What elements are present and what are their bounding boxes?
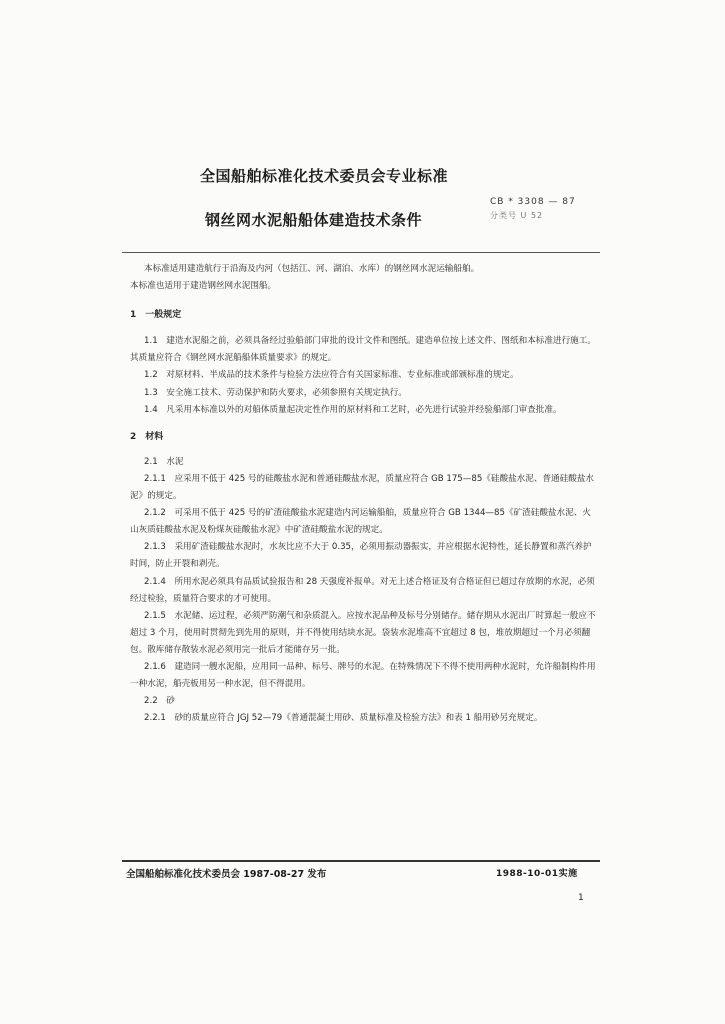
clause: 1.1 建造水泥船之前，必须具备经过验船部门审批的设计文件和图纸。建造单位按上述文件、图纸和本标准进行施工。其质量应符合《钢丝网水泥船船体质量要求》的规定。 — [130, 336, 596, 364]
clause: 1.3 安全施工技术、劳动保护和防火要求，必须参照有关规定执行。 — [144, 387, 407, 398]
standard-code: CB * 3308 — 87 — [490, 197, 576, 207]
subsection-heading: 2.1 水泥 — [144, 456, 184, 467]
section-1-heading: 1 一般规定 — [130, 310, 182, 321]
clause: 2.1.3 采用矿渣硅酸盐水泥时，水灰比应不大于 0.35，必须用振动器振实，并应根据水泥特性，延长静置和蒸汽养护时间，防止开裂和剥壳。 — [130, 542, 592, 570]
classification-number: 分类号 U 52 — [490, 211, 544, 220]
document-body — [130, 261, 598, 727]
clause: 1.4 凡采用本标准以外的对船体质量起决定性作用的原材料和工艺时，必先进行试验并经验船部门审查批准。 — [144, 404, 562, 415]
effective-date: 1988-10-01实施 — [496, 869, 578, 879]
section-2-heading: 2 材料 — [130, 431, 164, 442]
clause: 1.2 对原材料、半成品的技术条件与检验方法应符合有关国家标准、专业标准或部颁标准的规定。 — [144, 370, 519, 381]
issuer-and-date: 全国船舶标准化技术委员会 1987-08-27 发布 — [126, 869, 327, 880]
clause: 2.2.1 砂的质量应符合 JGJ 52—79《普通混凝土用砂、质量标准及检验方法》和表 1 船用砂另充规定。 — [144, 713, 543, 724]
clause: 2.1.2 可采用不低于 425 号的矿渣硅酸盐水泥建造内河运输船舶，质量应符合 GB 1344—85《矿渣硅酸盐水泥、火山灰质硅酸盐水泥及粉煤灰硅酸盐水泥》中矿渣硅酸盐水泥的规定。 — [130, 508, 591, 536]
page-number: 1 — [578, 893, 584, 903]
intro-line: 本标准也适用于建造钢丝网水泥围船。 — [130, 281, 277, 292]
clause: 2.1.1 应采用不低于 425 号的硅酸盐水泥和普通硅酸盐水泥，质量应符合 GB 175—85《硅酸盐水泥、普通硅酸盐水泥》的规定。 — [130, 473, 595, 502]
intro-paragraph — [130, 261, 598, 278]
clause: 2.1.6 建造同一艘水泥船，应用同一品种、标号、牌号的水泥。在特殊情况下不得不使用两种水泥时，允许船制构件用一种水泥，船壳板用另一种水泥，但不得混用。 — [130, 661, 596, 690]
footer-divider — [122, 860, 600, 862]
clause: 2.1.4 所用水泥必须具有品质试验报告和 28 天强度补报单。对无上述合格证及有合格证但已超过存放期的水泥，必须经过检验，质量符合要求的才可使用。 — [130, 576, 595, 604]
intro-line: 本标准适用建造航行于沿海及内河（包括江、河、湖泊、水库）的钢丝网水泥运输船舶。 — [144, 264, 480, 274]
subsection-heading: 2.2 砂 — [144, 696, 175, 707]
clause: 2.1.5 水泥储、运过程，必须严防潮气和杂质混入。应按水泥品种及标号分别储存。储存期从水泥出厂时算起一般应不超过 3 个月，使用时贯彻先到先用的原则，并不得使用结块水泥。袋装水泥堆高不宜超过 8 包，堆放期超过一个月必须翻包。散库储存散装水泥必须用完一批后才能储存另一批。 — [130, 610, 596, 655]
intro-paragraph — [130, 278, 598, 295]
document-title: 钢丝网水泥船船体建造技术条件 — [205, 211, 423, 229]
issuing-organization: 全国船舶标准化技术委员会专业标准 — [200, 167, 449, 185]
header-divider — [122, 252, 600, 253]
